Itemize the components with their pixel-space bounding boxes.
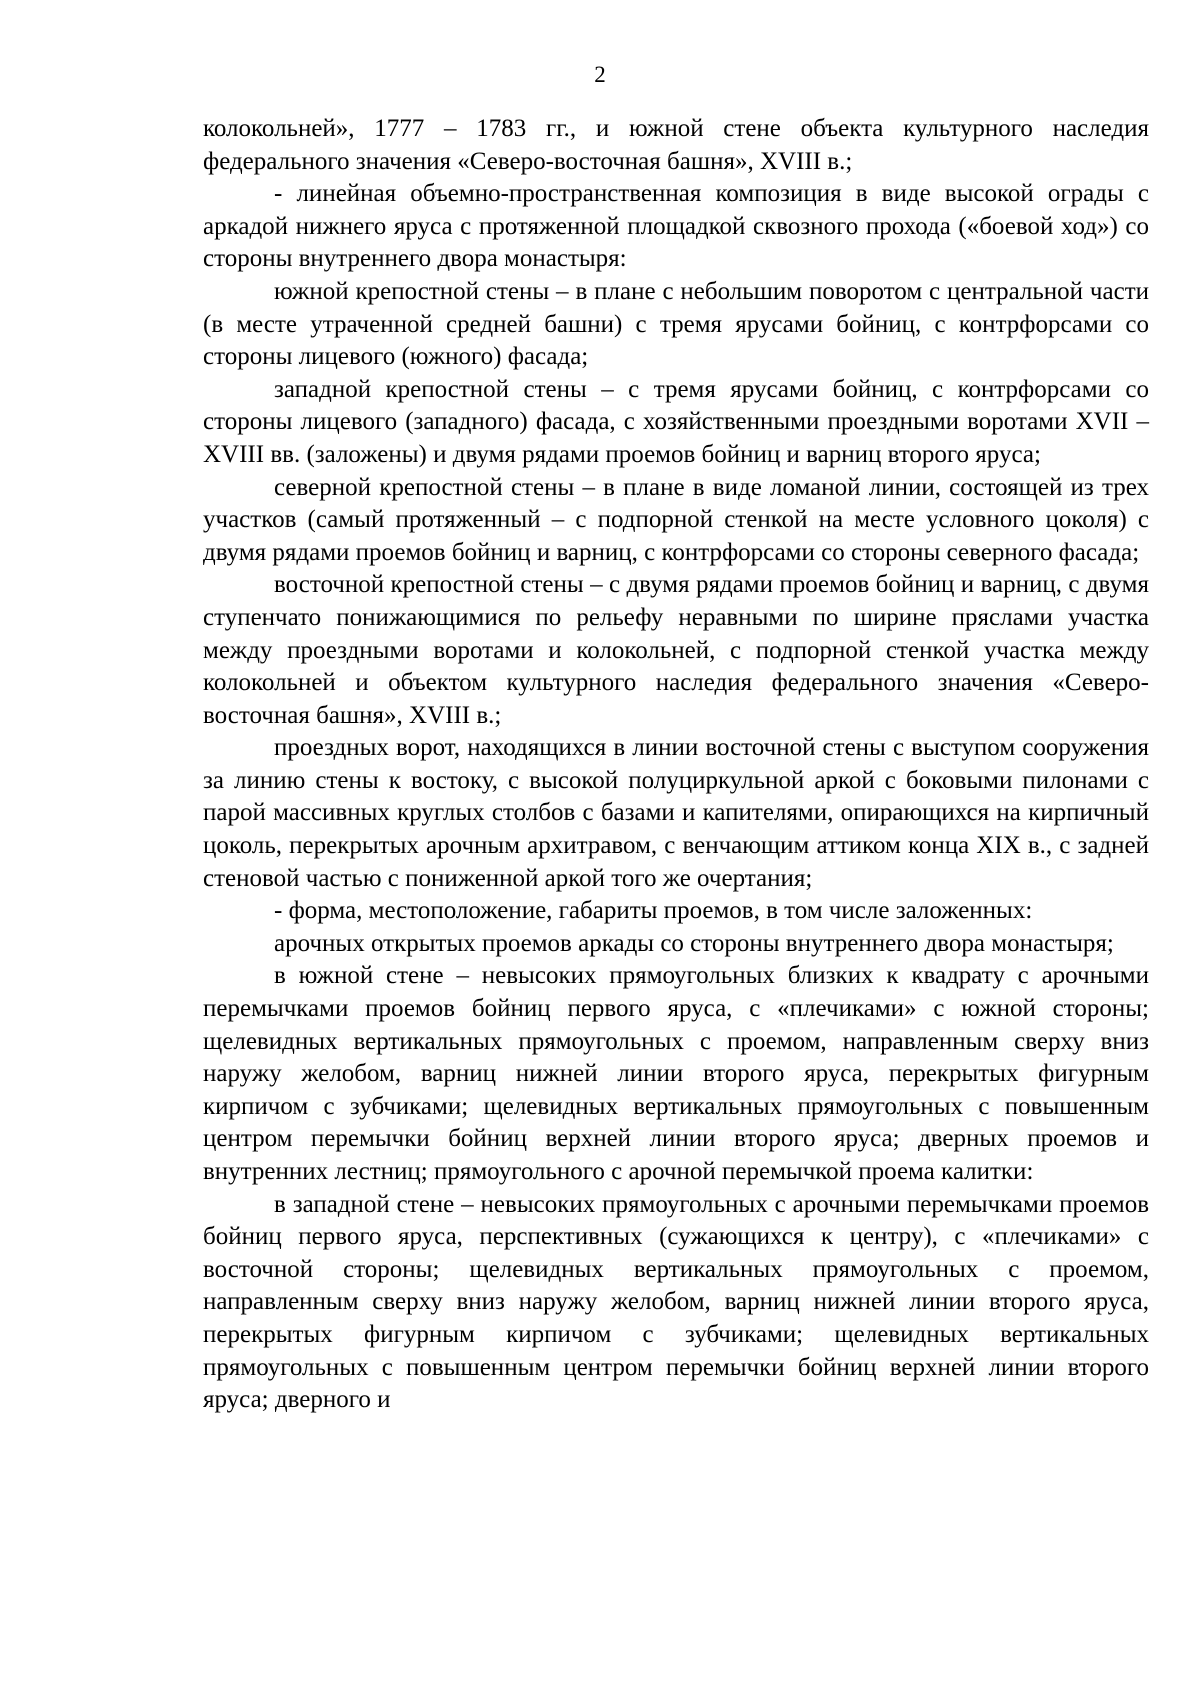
paragraph: в западной стене – невысоких прямоугольных с арочными перемычками проемов бойниц первого яруса, перспективных (сужающихся к центру), с «плечиками» с восточной стороны; щелевидных вертикальных прямоугольных с проемом, направленным сверху вниз наружу желобом, варниц нижней линии второго яруса, перекрытых фигурным кирпичом с зубчиками; щелевидных вертикальных прямоугольных с повышенным центром перемычки бойниц верхней линии второго яруса; дверного и: [203, 1190, 1149, 1414]
paragraph: - линейная объемно-пространственная композиция в виде высокой ограды с аркадой нижнего яруса с протяженной площадкой сквозного прохода («боевой ход») со стороны внутреннего двора монастыря:: [203, 180, 1149, 273]
document-body: [203, 113, 1149, 1417]
paragraph: северной крепостной стены – в плане в виде ломаной линии, состоящей из трех участков (самый протяженный – с подпорной стенкой на месте условного цоколя) с двумя рядами проемов бойниц и варниц, с контрфорсами со стороны северного фасада;: [203, 473, 1149, 566]
paragraph: - форма, местоположение, габариты проемов, в том числе заложенных:: [274, 897, 1033, 925]
paragraph: арочных открытых проемов аркады со стороны внутреннего двора монастыря;: [274, 929, 1114, 957]
paragraph: восточной крепостной стены – с двумя рядами проемов бойниц и варниц, с двумя ступенчато понижающимися по рельефу неравными по ширине пряслами участка между проездными воротами и колокольней, с подпорной стенкой участка между колокольней и объектом культурного наследия федерального значения «Северо-восточная башня», XVIII в.;: [203, 571, 1149, 729]
paragraph: южной крепостной стены – в плане с небольшим поворотом с центральной части (в месте утраченной средней башни) с тремя ярусами бойниц, с контрфорсами со стороны лицевого (южного) фасада;: [203, 277, 1149, 371]
page-number: 2: [594, 62, 606, 87]
paragraph: колокольней», 1777 – 1783 гг., и южной стене объекта культурного наследия федерального значения «Северо-восточная башня», XVIII в.;: [203, 115, 1149, 175]
paragraph: в южной стене – невысоких прямоугольных близких к квадрату с арочными перемычками проемов бойниц первого яруса, с «плечиками» с южной стороны; щелевидных вертикальных прямоугольных с проемом, направленным сверху вниз наружу желобом, варниц нижней линии второго яруса, перекрытых фигурным кирпичом с зубчиками; щелевидных вертикальных прямоугольных с повышенным центром перемычки бойниц верхней линии второго яруса; дверных проемов и внутренних лестниц; прямоугольного с арочной перемычкой проема калитки:: [203, 962, 1149, 1185]
paragraph: проездных ворот, находящихся в линии восточной стены с выступом сооружения за линию стены к востоку, с высокой полуциркульной аркой с боковыми пилонами с парой массивных круглых столбов с базами и капителями, опирающихся на кирпичный цоколь, перекрытых арочным архитравом, с венчающим аттиком конца XIX в., с задней стеновой частью с пониженной аркой того же очертания;: [203, 734, 1149, 892]
paragraph: западной крепостной стены – с тремя ярусами бойниц, с контрфорсами со стороны лицевого (западного) фасада, с хозяйственными проездными воротами XVII – XVIII вв. (заложены) и двумя рядами проемов бойниц и варниц второго яруса;: [203, 375, 1149, 468]
